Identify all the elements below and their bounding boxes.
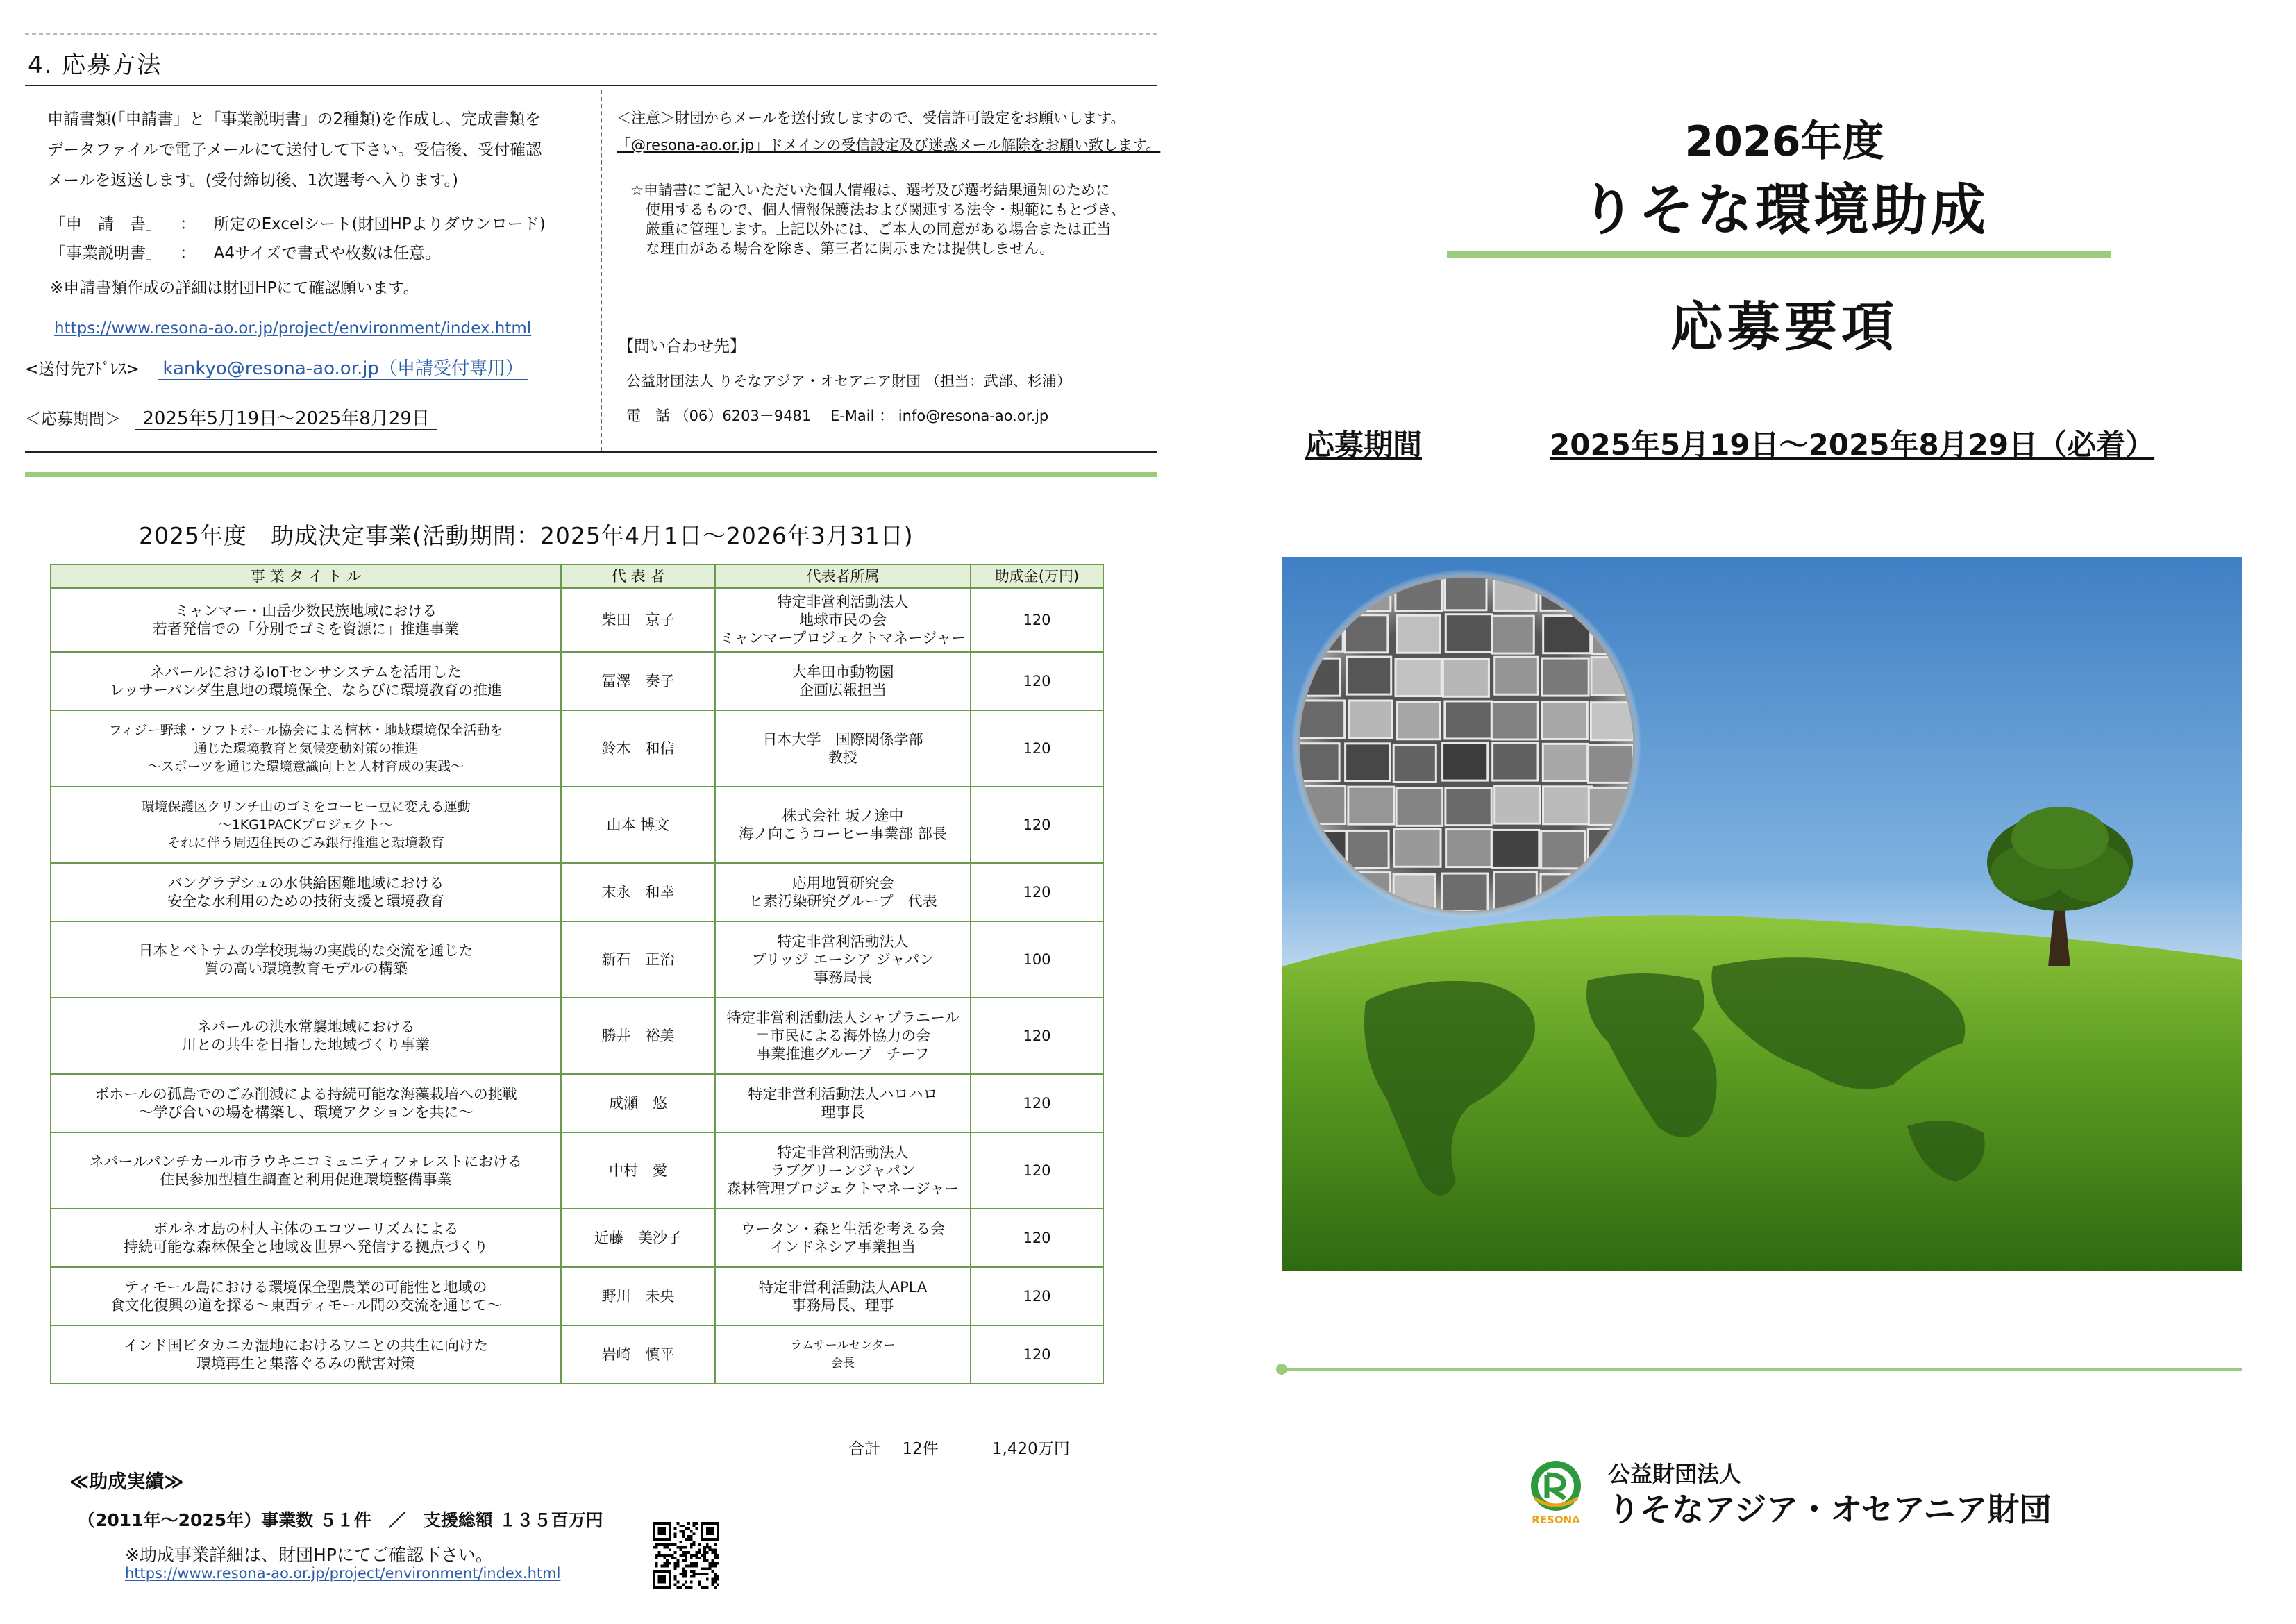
record-url-link[interactable]: https://www.resona-ao.or.jp/project/environment/index.html — [125, 1565, 561, 1582]
cell-amount: 120 — [971, 787, 1103, 863]
privacy-line: ☆申請書にご記入いただいた個人情報は、選考及び選考結果通知のために — [630, 182, 1110, 199]
cell-org-line: 特定非営利活動法人 — [777, 594, 909, 610]
cell-title-line: ボホールの孤島でのごみ削減による持続可能な海藻栽培への挑戦 — [94, 1086, 517, 1103]
record-title: ≪助成実績≫ — [69, 1471, 184, 1493]
cell-title-line: レッサーパンダ生息地の環境保全、ならびに環境教育の推進 — [110, 682, 502, 698]
send-label: <送付先ｱﾄﾞﾚｽ> — [25, 360, 140, 378]
period-row — [25, 408, 437, 430]
cell-org-line: 教授 — [828, 749, 857, 766]
section-title: 4. 応募方法 — [28, 51, 162, 79]
grants-table-body — [51, 588, 1103, 1384]
doc-desc: A4サイズで書式や枚数は任意。 — [213, 244, 442, 262]
doc-label: 「事業説明書」 — [50, 244, 162, 262]
cell-rep: 柴田 京子 — [561, 588, 715, 652]
table-row — [51, 863, 1103, 921]
cell-title — [51, 1325, 561, 1384]
grants-table — [50, 564, 1104, 1384]
cell-org-line: ウータン・森と生活を考える会 — [741, 1221, 945, 1237]
contact-block — [618, 329, 1071, 433]
cell-title — [51, 998, 561, 1074]
header-rep: 代 表 者 — [561, 564, 715, 588]
cell-title-line: 環境保護区クリンチ山のゴミをコーヒー豆に変える運動 — [141, 799, 471, 814]
org-name: りそなアジア・オセアニア財団 — [1608, 1491, 2052, 1528]
cell-org-line: ラムサールセンター — [790, 1339, 896, 1353]
cell-org — [715, 652, 971, 710]
period-label-right: 応募期間 — [1305, 428, 1423, 462]
guideline-title: 応募要項 — [1670, 296, 1898, 358]
cell-title-line: 環境再生と集落ぐるみの獣害対策 — [196, 1355, 415, 1372]
title-green-bar — [1447, 251, 2111, 258]
top-dashed-rule — [25, 33, 1157, 35]
cell-org-line: ヒ素汚染研究グループ 代表 — [748, 893, 937, 910]
cell-title-line: ～1KG1PACKプロジェクト～ — [218, 817, 394, 832]
notice-block — [617, 103, 1160, 157]
org-type: 公益財団法人 — [1608, 1461, 1742, 1487]
cell-org — [715, 710, 971, 787]
cell-org — [715, 863, 971, 921]
period-value: 2025年5月19日～2025年8月29日 — [135, 408, 437, 430]
cell-org-line: 特定非営利活動法人APLA — [758, 1279, 928, 1296]
total-label: 合計 — [848, 1440, 880, 1458]
header-title: 事 業 タ イ ト ル — [51, 564, 561, 588]
cell-org — [715, 1074, 971, 1132]
cell-org-line: ミャンマープロジェクトマネージャー — [719, 630, 966, 646]
doc-sep: ： — [179, 215, 196, 233]
cell-org — [715, 588, 971, 652]
cell-org-line: 理事長 — [821, 1104, 865, 1121]
cell-org-line: 海ノ向こうコーヒー事業部 部長 — [739, 826, 947, 842]
year-title: 2026年度 — [1684, 117, 1884, 166]
contact-title: 【問い合わせ先】 — [618, 337, 746, 355]
cell-amount: 120 — [971, 652, 1103, 710]
privacy-line: な理由がある場合を除き、第三者に開示または提供しません。 — [646, 240, 1055, 257]
cell-org — [715, 921, 971, 998]
cell-org-line: 事務局長 — [814, 969, 872, 986]
cell-title-line: ～スポーツを通じた環境意識向上と人材育成の実践～ — [147, 759, 464, 774]
resona-logo-icon — [1525, 1458, 1587, 1527]
cell-rep: 成瀬 悠 — [561, 1074, 715, 1132]
cell-amount: 120 — [971, 1325, 1103, 1384]
detail-note: ※申請書類作成の詳細は財団HPにて確認願います。 — [50, 279, 419, 297]
cell-rep: 鈴木 和信 — [561, 710, 715, 787]
cell-title-line: ～学び合いの場を構築し、環境アクションを共に～ — [138, 1104, 474, 1121]
cell-rep: 近藤 美沙子 — [561, 1209, 715, 1267]
cell-org — [715, 1132, 971, 1209]
cell-title — [51, 1209, 561, 1267]
cell-title-line: 持続可能な森林保全と地域＆世界へ発信する拠点づくり — [124, 1239, 488, 1255]
green-divider — [25, 472, 1157, 477]
cell-org — [715, 998, 971, 1074]
cell-title-line: バングラデシュの水供給困難地域における — [167, 875, 444, 891]
cell-title — [51, 863, 561, 921]
cell-org-line: 応用地質研究会 — [791, 875, 894, 891]
cell-amount: 120 — [971, 1267, 1103, 1325]
cell-title-line: フィジー野球・ソフトボール協会による植林・地域環境保全活動を — [108, 723, 503, 738]
cell-rep: 新石 正治 — [561, 921, 715, 998]
cell-org-line: 事業推進グループ チーフ — [756, 1046, 930, 1062]
qr-code-icon[interactable] — [653, 1522, 719, 1589]
header-org: 代表者所属 — [715, 564, 971, 588]
cell-title-line: ボルネオ島の村人主体のエコツーリズムによる — [153, 1221, 459, 1237]
cell-rep: 冨澤 奏子 — [561, 652, 715, 710]
cell-title — [51, 1132, 561, 1209]
cell-org-line: 株式会社 坂ノ途中 — [782, 807, 904, 824]
instruction-line: メールを返送します。(受付締切後、1次選考へ入ります。) — [47, 171, 458, 190]
cover-image — [1282, 557, 2242, 1271]
cell-title-line: 安全な水利用のための技術支援と環境教育 — [167, 893, 444, 910]
cell-org — [715, 1267, 971, 1325]
table-row — [51, 787, 1103, 863]
doc-sep: ： — [179, 244, 196, 262]
doc-row — [50, 214, 546, 235]
cell-title-line: ミャンマー・山岳少数民族地域における — [174, 603, 437, 619]
cell-title-line: 川との共生を目指した地域づくり事業 — [182, 1037, 430, 1053]
cell-amount: 120 — [971, 1074, 1103, 1132]
cell-title-line: ネパールパンチカール市ラウキニコミュニティフォレストにおける — [89, 1153, 523, 1170]
cell-title — [51, 588, 561, 652]
cell-title — [51, 787, 561, 863]
cell-amount: 120 — [971, 710, 1103, 787]
doc-label: 「申 請 書」 — [50, 215, 162, 233]
table-title: 2025年度 助成決定事業(活動期間：2025年4月1日～2026年3月31日) — [139, 522, 914, 549]
total-row — [848, 1439, 1070, 1459]
cell-org-line: ラブグリーンジャパン — [770, 1162, 915, 1179]
table-row — [51, 921, 1103, 998]
cell-org-line: ブリッジ エーシア ジャパン — [751, 951, 935, 968]
cell-amount: 100 — [971, 921, 1103, 998]
cell-rep: 山本 博文 — [561, 787, 715, 863]
table-row — [51, 652, 1103, 710]
detail-url-link[interactable]: https://www.resona-ao.or.jp/project/environment/index.html — [54, 319, 532, 337]
cell-amount: 120 — [971, 998, 1103, 1074]
cell-org-line: 特定非営利活動法人シャプラニール — [726, 1010, 960, 1026]
cell-rep: 野川 未央 — [561, 1267, 715, 1325]
line-dot — [1276, 1364, 1287, 1375]
doc-desc: 所定のExcelシート(財団HPよりダウンロード) — [213, 215, 546, 233]
privacy-line: 使用するもので、個人情報保護法および関連する法令・規範にもとづき、 — [646, 201, 1126, 218]
cell-title-line: ネパールにおけるIoTセンサシステムを活用した — [150, 664, 462, 680]
logo-text: RESONA — [1532, 1514, 1580, 1526]
cell-title — [51, 921, 561, 998]
send-address-link[interactable]: kankyo@resona-ao.or.jp（申請受付専用） — [158, 358, 528, 380]
cell-title-line: ティモール島における環境保全型農業の可能性と地域の — [124, 1279, 487, 1296]
send-address-row — [25, 358, 528, 380]
contact-line: 公益財団法人 りそなアジア・オセアニア財団 （担当：武部、杉浦） — [626, 373, 1071, 390]
column-divider — [601, 90, 602, 451]
contact-line: 電 話 （06）6203－9481 E-Mail ： info@resona-ao.or.jp — [626, 408, 1049, 424]
header-amount: 助成金(万円) — [971, 564, 1103, 588]
total-amount: 1,420万円 — [991, 1440, 1070, 1458]
section-bottom-rule — [25, 451, 1157, 453]
record-note: ※助成事業詳細は、財団HPにてご確認下さい。 — [125, 1545, 493, 1565]
cell-title-line: インド国ビタカニカ湿地におけるワニとの共生に向けた — [124, 1337, 488, 1354]
cell-org-line: 特定非営利活動法人ハロハロ — [748, 1086, 938, 1103]
table-row — [51, 588, 1103, 652]
cell-org-line: 特定非営利活動法人 — [777, 933, 909, 950]
table-row — [51, 1132, 1103, 1209]
cell-title-line: それに伴う周辺住民のごみ銀行推進と環境教育 — [167, 835, 444, 851]
total-count: 12件 — [902, 1440, 939, 1458]
cell-title — [51, 1074, 561, 1132]
cell-title-line: 質の高い環境教育モデルの構築 — [204, 960, 408, 977]
cell-org — [715, 1209, 971, 1267]
privacy-line: 厳重に管理します。上記以外には、ご本人の同意がある場合または正当 — [646, 221, 1112, 237]
bottom-green-line — [1282, 1368, 2242, 1371]
cell-org — [715, 1325, 971, 1384]
cell-amount: 120 — [971, 863, 1103, 921]
cell-title-line: 住民参加型植生調査と利用促進環境整備事業 — [160, 1171, 452, 1188]
table-row — [51, 710, 1103, 787]
cell-rep: 末永 和幸 — [561, 863, 715, 921]
cell-org-line: 特定非営利活動法人 — [777, 1144, 909, 1161]
instruction-line: 申請書類(「申請書」と「事業説明書」の2種類)を作成し、完成書類を — [47, 110, 542, 128]
cell-org-line: インドネシア事業担当 — [770, 1239, 916, 1255]
cell-title-line: 日本とベトナムの学校現場の実践的な交流を通じた — [138, 942, 474, 959]
cell-title-line: 若者発信での「分別でゴミを資源に」推進事業 — [153, 621, 459, 637]
program-title: りそな環境助成 — [1580, 178, 1988, 242]
section-top-rule — [25, 85, 1157, 86]
cell-org-line: 地球市民の会 — [799, 612, 887, 628]
cell-rep: 中村 愛 — [561, 1132, 715, 1209]
table-row — [51, 1267, 1103, 1325]
cell-title-line: 食文化復興の道を探る～東西ティモール間の交流を通じて～ — [110, 1297, 502, 1314]
period-value-right: 2025年5月19日～2025年8月29日（必着） — [1550, 428, 2155, 462]
cell-org-line: ＝市民による海外協力の会 — [755, 1028, 930, 1044]
cell-title — [51, 652, 561, 710]
cell-title-line: 通じた環境教育と気候変動対策の推進 — [193, 741, 418, 756]
cell-org-line: 森林管理プロジェクトマネージャー — [726, 1180, 960, 1197]
notice-line: 「@resona-ao.or.jp」ドメインの受信設定及び迷惑メール解除をお願い致します。 — [617, 137, 1161, 153]
table-row — [51, 1074, 1103, 1132]
cell-org-line: 企画広報担当 — [799, 682, 887, 698]
cell-title — [51, 1267, 561, 1325]
cell-rep: 勝井 裕美 — [561, 998, 715, 1074]
instructions-block — [47, 104, 542, 196]
doc-row — [50, 243, 441, 264]
notice-line: ＜注意＞財団からメールを送付致しますので、受信許可設定をお願いします。 — [617, 110, 1125, 126]
instruction-line: データファイルで電子メールにて送付して下さい。受信後、受付確認 — [47, 141, 542, 159]
cell-title — [51, 710, 561, 787]
record-line: （2011年～2025年）事業数 ５１件 ／ 支援総額 １３５百万円 — [78, 1510, 603, 1530]
cell-org-line: 日本大学 国際関係学部 — [762, 731, 923, 748]
period-label: ＜応募期間＞ — [25, 410, 121, 428]
table-row — [51, 1325, 1103, 1384]
cell-org-line: 事務局長、理事 — [791, 1297, 894, 1314]
cell-amount: 120 — [971, 1209, 1103, 1267]
table-row — [51, 998, 1103, 1074]
cell-amount: 120 — [971, 1132, 1103, 1209]
table-header-row — [51, 564, 1103, 588]
cell-title-line: ネパールの洪水常襲地域における — [196, 1019, 415, 1035]
privacy-block — [630, 181, 1125, 258]
cell-rep: 岩崎 慎平 — [561, 1325, 715, 1384]
cell-org-line: 大牟田市動物園 — [791, 664, 894, 680]
cell-org — [715, 787, 971, 863]
cell-org-line: 会長 — [831, 1357, 855, 1371]
table-row — [51, 1209, 1103, 1267]
cell-amount: 120 — [971, 588, 1103, 652]
